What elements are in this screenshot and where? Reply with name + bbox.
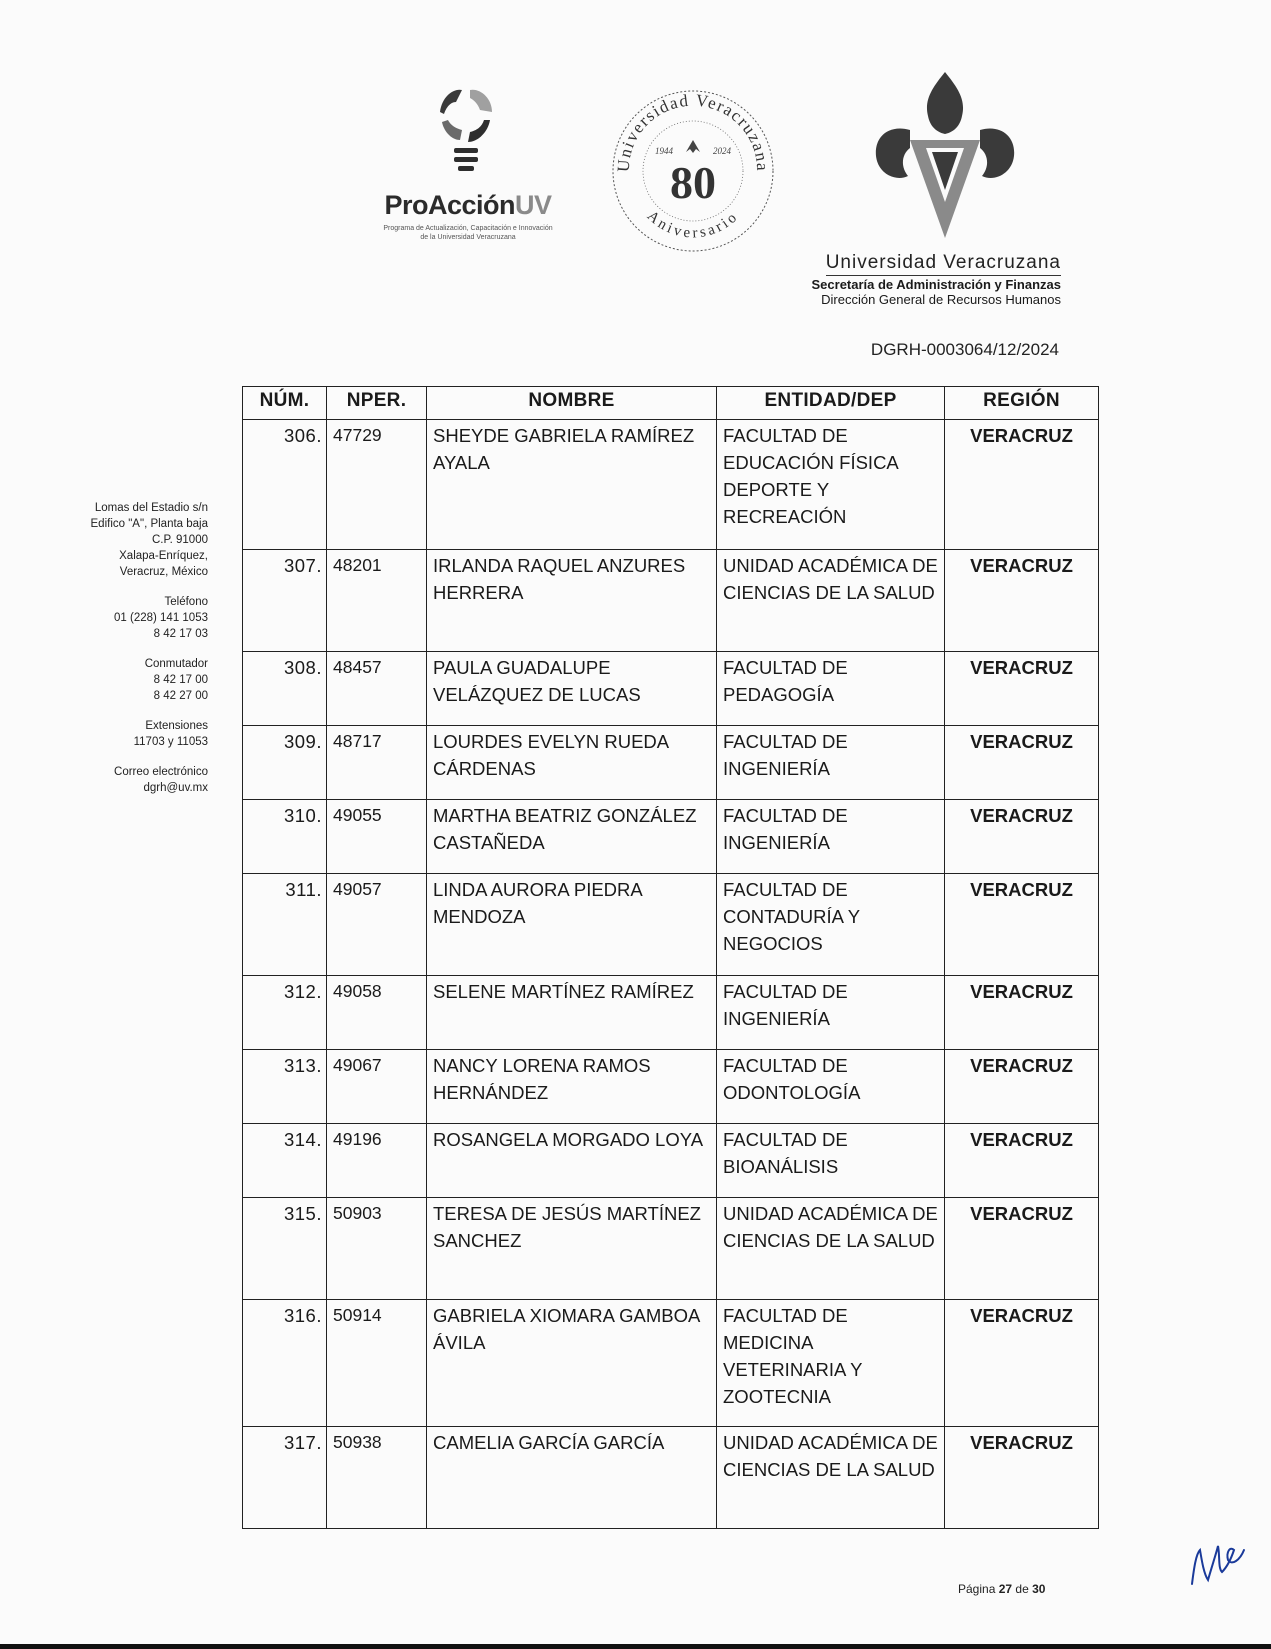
- page-of: de: [1015, 1582, 1029, 1596]
- table-row: [243, 1050, 1099, 1124]
- cell-nper: 49055: [327, 800, 427, 874]
- cell-nper: 49057: [327, 874, 427, 976]
- column-header-region: REGIÓN: [945, 387, 1099, 420]
- cell-nper: 48717: [327, 726, 427, 800]
- cell-entidad: FACULTAD DE ODONTOLOGÍA: [717, 1050, 945, 1124]
- cell-num: 309.: [243, 726, 327, 800]
- seal-number: 80: [670, 157, 716, 208]
- institution-name: Universidad Veracruzana: [826, 252, 1061, 276]
- cell-num: 317.: [243, 1427, 327, 1529]
- cell-nombre: SHEYDE GABRIELA RAMÍREZ AYALA: [427, 420, 717, 550]
- cell-nombre: GABRIELA XIOMARA GAMBOA ÁVILA: [427, 1300, 717, 1427]
- phone-label: Teléfono: [164, 596, 208, 608]
- cell-entidad: FACULTAD DE MEDICINA VETERINARIA Y ZOOTECNIA: [717, 1300, 945, 1427]
- table-row: [243, 976, 1099, 1050]
- address-line: Veracruz, México: [119, 566, 208, 578]
- page-label: Página: [958, 1582, 996, 1596]
- svg-text:Aniversario: [644, 208, 742, 241]
- cell-entidad: FACULTAD DE EDUCACIÓN FÍSICA DEPORTE Y RECREACIÓN: [717, 420, 945, 550]
- address-block: [30, 500, 208, 580]
- extensions-block: [30, 718, 208, 750]
- table-header-row: [243, 387, 1099, 420]
- cell-nper: 49067: [327, 1050, 427, 1124]
- cell-entidad: FACULTAD DE BIOANÁLISIS: [717, 1124, 945, 1198]
- institution-direccion: Dirección General de Recursos Humanos: [821, 292, 1061, 307]
- cell-nper: 49058: [327, 976, 427, 1050]
- page-number: [958, 1582, 1045, 1596]
- table-row: [243, 726, 1099, 800]
- proaccion-logo: [358, 84, 578, 244]
- cell-nper: 50903: [327, 1198, 427, 1300]
- staff-table-wrapper: [242, 386, 1098, 1529]
- page-current: 27: [998, 1582, 1013, 1596]
- table-row: [243, 550, 1099, 652]
- cell-num: 313.: [243, 1050, 327, 1124]
- cell-region: VERACRUZ: [945, 550, 1099, 652]
- cell-nombre: IRLANDA RAQUEL ANZURES HERRERA: [427, 550, 717, 652]
- cell-entidad: FACULTAD DE PEDAGOGÍA: [717, 652, 945, 726]
- cell-region: VERACRUZ: [945, 800, 1099, 874]
- column-header-nper: NPER.: [327, 387, 427, 420]
- cell-nper: 50914: [327, 1300, 427, 1427]
- email-link[interactable]: dgrh@uv.mx: [143, 782, 208, 794]
- staff-table: [242, 386, 1099, 1529]
- cell-region: VERACRUZ: [945, 1050, 1099, 1124]
- proaccion-wordmark: ProAcciónUV: [384, 190, 552, 220]
- cell-num: 307.: [243, 550, 327, 652]
- cell-nper: 49196: [327, 1124, 427, 1198]
- cell-nombre: ROSANGELA MORGADO LOYA: [427, 1124, 717, 1198]
- cell-region: VERACRUZ: [945, 1427, 1099, 1529]
- seal-year-start: 1944: [655, 146, 673, 156]
- cell-entidad: FACULTAD DE CONTADURÍA Y NEGOCIOS: [717, 874, 945, 976]
- document-number: DGRH-0003064/12/2024: [870, 340, 1059, 359]
- cell-region: VERACRUZ: [945, 976, 1099, 1050]
- address-line: Edifico "A", Planta baja: [90, 518, 208, 530]
- cell-nper: 48201: [327, 550, 427, 652]
- switchboard-number: 8 42 27 00: [153, 690, 208, 702]
- table-row: [243, 1124, 1099, 1198]
- cell-num: 306.: [243, 420, 327, 550]
- seal-fleur-icon: [686, 140, 700, 153]
- cell-entidad: FACULTAD DE INGENIERÍA: [717, 726, 945, 800]
- table-row: [243, 800, 1099, 874]
- cell-nombre: CAMELIA GARCÍA GARCÍA: [427, 1427, 717, 1529]
- cell-nper: 50938: [327, 1427, 427, 1529]
- cell-region: VERACRUZ: [945, 874, 1099, 976]
- proaccion-tagline: Programa de Actualización, Capacitación e Innovación de la Universidad Veracruzana: [383, 225, 553, 241]
- cell-num: 314.: [243, 1124, 327, 1198]
- anniversary-seal: [608, 86, 778, 256]
- uv-fleur-de-lis-logo: [870, 70, 1020, 240]
- phone-block: [30, 594, 208, 642]
- email-label: Correo electrónico: [114, 766, 208, 778]
- switchboard-block: [30, 656, 208, 704]
- handwritten-initials: [1188, 1510, 1248, 1590]
- cell-entidad: FACULTAD DE INGENIERÍA: [717, 800, 945, 874]
- table-row: [243, 874, 1099, 976]
- lightbulb-icon: [434, 84, 498, 184]
- cell-nombre: LOURDES EVELYN RUEDA CÁRDENAS: [427, 726, 717, 800]
- cell-nombre: NANCY LORENA RAMOS HERNÁNDEZ: [427, 1050, 717, 1124]
- cell-num: 311.: [243, 874, 327, 976]
- cell-region: VERACRUZ: [945, 1300, 1099, 1427]
- cell-region: VERACRUZ: [945, 420, 1099, 550]
- cell-num: 315.: [243, 1198, 327, 1300]
- cell-num: 316.: [243, 1300, 327, 1427]
- column-header-num: NÚM.: [243, 387, 327, 420]
- scan-edge: [0, 1644, 1271, 1649]
- phone-number: 8 42 17 03: [153, 628, 208, 640]
- cell-entidad: FACULTAD DE INGENIERÍA: [717, 976, 945, 1050]
- cell-nombre: TERESA DE JESÚS MARTÍNEZ SANCHEZ: [427, 1198, 717, 1300]
- address-line: Lomas del Estadio s/n: [94, 502, 208, 514]
- phone-number: 01 (228) 141 1053: [114, 612, 208, 624]
- table-row: [243, 1427, 1099, 1529]
- column-header-entidad: ENTIDAD/DEP: [717, 387, 945, 420]
- cell-num: 308.: [243, 652, 327, 726]
- cell-entidad: UNIDAD ACADÉMICA DE CIENCIAS DE LA SALUD: [717, 550, 945, 652]
- cell-nombre: LINDA AURORA PIEDRA MENDOZA: [427, 874, 717, 976]
- table-row: [243, 420, 1099, 550]
- seal-arc-text: Universidad Veracruzana: [613, 90, 773, 173]
- seal-arc-bottom: Aniversario: [643, 208, 743, 242]
- extensions-label: Extensiones: [145, 720, 208, 732]
- address-line: C.P. 91000: [151, 534, 208, 546]
- table-row: [243, 652, 1099, 726]
- email-block: [30, 764, 208, 796]
- cell-nombre: MARTHA BEATRIZ GONZÁLEZ CASTAÑEDA: [427, 800, 717, 874]
- page-total: 30: [1032, 1582, 1046, 1596]
- institution-block: [812, 252, 1062, 307]
- cell-nper: 47729: [327, 420, 427, 550]
- cell-num: 310.: [243, 800, 327, 874]
- cell-nombre: PAULA GUADALUPE VELÁZQUEZ DE LUCAS: [427, 652, 717, 726]
- switchboard-label: Conmutador: [144, 658, 208, 670]
- contact-sidebar: [30, 500, 208, 810]
- cell-nombre: SELENE MARTÍNEZ RAMÍREZ: [427, 976, 717, 1050]
- cell-region: VERACRUZ: [945, 1124, 1099, 1198]
- column-header-nombre: NOMBRE: [427, 387, 717, 420]
- extensions-value: 11703 y 11053: [133, 736, 208, 748]
- seal-year-end: 2024: [713, 146, 731, 156]
- cell-nper: 48457: [327, 652, 427, 726]
- table-row: [243, 1300, 1099, 1427]
- institution-secretaria: Secretaría de Administración y Finanzas: [811, 277, 1061, 292]
- cell-region: VERACRUZ: [945, 652, 1099, 726]
- switchboard-number: 8 42 17 00: [153, 674, 208, 686]
- cell-region: VERACRUZ: [945, 1198, 1099, 1300]
- cell-region: VERACRUZ: [945, 726, 1099, 800]
- address-line: Xalapa-Enríquez,: [119, 550, 208, 562]
- cell-num: 312.: [243, 976, 327, 1050]
- cell-entidad: UNIDAD ACADÉMICA DE CIENCIAS DE LA SALUD: [717, 1198, 945, 1300]
- table-row: [243, 1198, 1099, 1300]
- cell-entidad: UNIDAD ACADÉMICA DE CIENCIAS DE LA SALUD: [717, 1427, 945, 1529]
